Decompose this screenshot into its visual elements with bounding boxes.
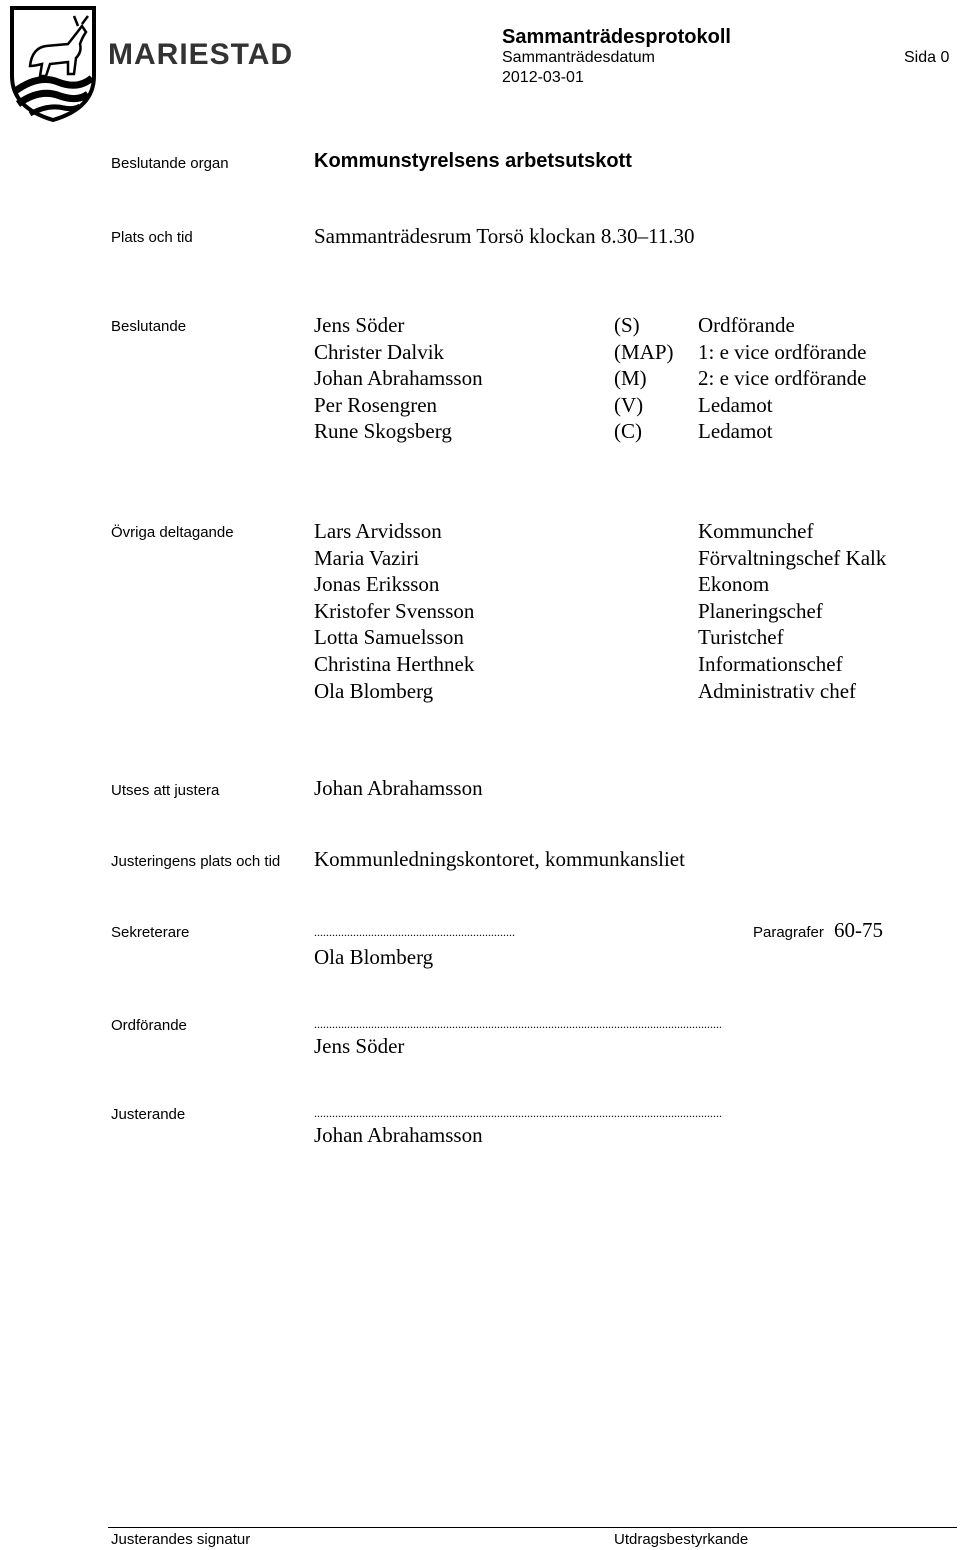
place-value: Sammanträdesrum Torsö klockan 8.30–11.30 (314, 224, 695, 248)
footer-signature-label: Justerandes signatur (111, 1531, 251, 1548)
decision-makers-label: Beslutande (111, 318, 187, 335)
chair-label: Ordförande (111, 1017, 187, 1034)
coat-of-arms-logo (8, 4, 98, 124)
member-party: (M) (614, 366, 647, 391)
participant-role: Turistchef (698, 625, 784, 650)
participant-role: Administrativ chef (698, 678, 857, 703)
meeting-date: 2012-03-01 (502, 69, 584, 86)
member-party: (C) (614, 419, 642, 444)
member-party: (S) (614, 313, 640, 337)
chair-name: Jens Söder (314, 1034, 405, 1058)
organ-label: Beslutande organ (111, 155, 229, 172)
decision-makers-roles (698, 312, 867, 445)
decision-makers-names (314, 312, 483, 445)
participant-role: Ekonom (698, 572, 770, 597)
member-name: Jens Söder (314, 313, 405, 337)
participant-role: Informationschef (698, 651, 843, 676)
member-role: Ordförande (698, 313, 795, 337)
member-role: 2: e vice ordförande (698, 366, 867, 391)
chair-signature-line: ........................................................................................................................................ (314, 1017, 722, 1031)
member-party: (MAP) (614, 339, 674, 364)
adjuster-label: Utses att justera (111, 782, 220, 799)
organ-value: Kommunstyrelsens arbetsutskott (314, 150, 632, 172)
secretary-label: Sekreterare (111, 924, 190, 941)
document-title: Sammanträdesprotokoll (502, 26, 731, 48)
footer-certification-label: Utdragsbestyrkande (614, 1531, 749, 1548)
paragraphs-label: Paragrafer (753, 924, 824, 941)
participant-role: Planeringschef (698, 598, 823, 623)
secretary-name: Ola Blomberg (314, 945, 434, 969)
member-name: Rune Skogsberg (314, 419, 452, 444)
paragraphs-value: 60-75 (834, 918, 883, 942)
adjust-place-value: Kommunledningskontoret, kommunkansliet (314, 847, 685, 871)
member-role: Ledamot (698, 392, 773, 417)
participant-name: Kristofer Svensson (314, 598, 475, 623)
member-name: Johan Abrahamsson (314, 366, 483, 391)
adjusting-signature-line: ........................................................................................................................................ (314, 1106, 722, 1120)
adjusting-name: Johan Abrahamsson (314, 1123, 483, 1147)
participant-name: Lotta Samuelsson (314, 625, 464, 650)
place-label: Plats och tid (111, 229, 193, 246)
member-party: (V) (614, 392, 644, 417)
decision-makers-parties (614, 312, 674, 445)
brand-name: MARIESTAD (108, 38, 294, 71)
member-name: Christer Dalvik (314, 339, 445, 364)
member-name: Per Rosengren (314, 392, 438, 417)
page-number: Sida 0 (904, 49, 950, 66)
adjust-place-label: Justeringens plats och tid (111, 853, 281, 870)
adjuster-value: Johan Abrahamsson (314, 776, 483, 800)
participant-name: Ola Blomberg (314, 678, 434, 703)
participant-name: Maria Vaziri (314, 545, 420, 570)
date-label: Sammanträdesdatum (502, 49, 655, 66)
adjusting-label: Justerande (111, 1106, 186, 1123)
participant-role: Kommunchef (698, 519, 814, 543)
others-label: Övriga deltagande (111, 524, 234, 541)
participant-name: Lars Arvidsson (314, 519, 442, 543)
member-role: 1: e vice ordförande (698, 339, 867, 364)
member-role: Ledamot (698, 419, 773, 444)
others-names (314, 518, 474, 704)
participant-role: Förvaltningschef Kalk (698, 545, 887, 570)
others-roles (698, 518, 886, 704)
participant-name: Jonas Eriksson (314, 572, 440, 597)
footer-divider (108, 1527, 957, 1528)
secretary-signature-line: ................................................................... (314, 925, 515, 939)
participant-name: Christina Herthnek (314, 651, 475, 676)
